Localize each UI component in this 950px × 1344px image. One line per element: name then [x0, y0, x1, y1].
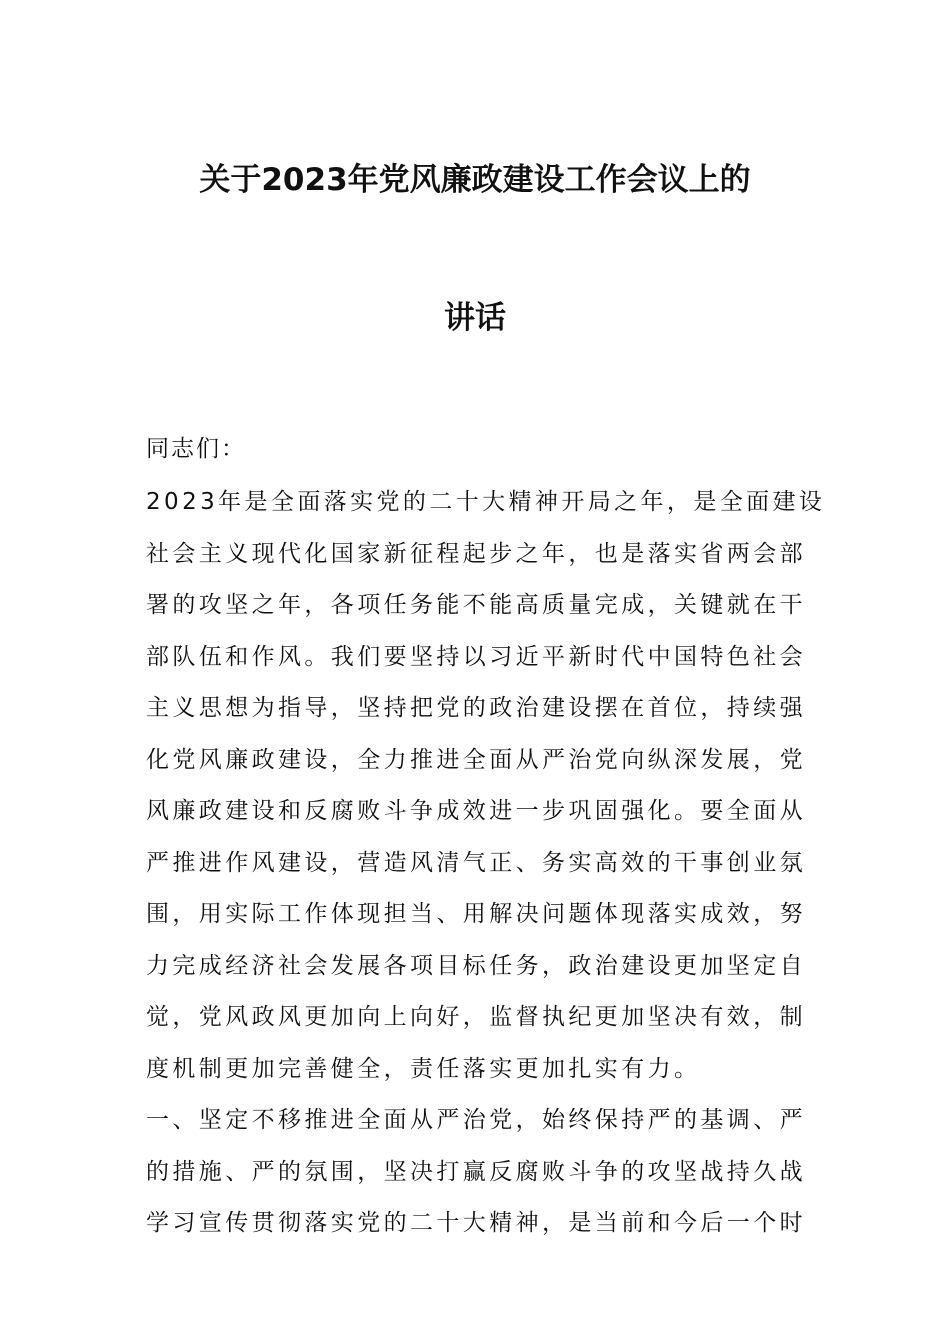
body-line: 部队伍和作风。我们要坚持以习近平新时代中国特色社会 — [146, 643, 806, 670]
greeting: 同志们： — [146, 436, 246, 462]
body-line: 学习宣传贯彻落实党的二十大精神，是当前和今后一个时 — [146, 1210, 806, 1236]
body-line: 严推进作风建设，营造风清气正、务实高效的干事创业氛 — [146, 849, 806, 876]
body-line: 风廉政建设和反腐败斗争成效进一步巩固强化。要全面从 — [146, 798, 806, 824]
body-line: 2023年是全面落实党的二十大精神开局之年，是全面建设 — [146, 489, 826, 515]
body-line: 主义思想为指导，坚持把党的政治建设摆在首位，持续强 — [146, 695, 806, 721]
body-line: 围，用实际工作体现担当、用解决问题体现落实成效，努 — [146, 901, 806, 927]
document-title-line-2: 讲话 — [444, 300, 506, 336]
body-line: 署的攻坚之年，各项任务能不能高质量完成，关键就在干 — [146, 592, 806, 618]
document-title-line-1: 关于2023年党风廉政建设工作会议上的 — [199, 162, 751, 198]
section-heading-1-cont: 的措施、严的氛围，坚决打赢反腐败斗争的攻坚战持久战 — [146, 1158, 806, 1185]
body-line: 力完成经济社会发展各项目标任务，政治建设更加坚定自 — [146, 952, 806, 979]
body-line: 化党风廉政建设，全力推进全面从严治党向纵深发展，党 — [146, 746, 806, 773]
body-line: 度机制更加完善健全，责任落实更加扎实有力。 — [146, 1055, 701, 1082]
body-line: 觉，党风政风更加向上向好，监督执纪更加坚决有效，制 — [146, 1004, 806, 1030]
body-line: 社会主义现代化国家新征程起步之年，也是落实省两会部 — [146, 540, 806, 567]
section-heading-1: 一、坚定不移推进全面从严治党，始终保持严的基调、严 — [146, 1107, 806, 1133]
body-text — [146, 477, 826, 1250]
